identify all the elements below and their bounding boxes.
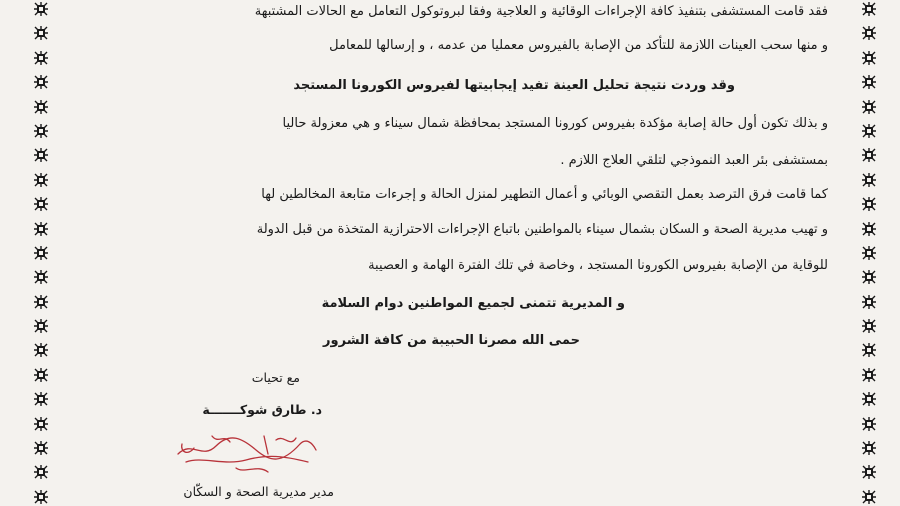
signature-strokes	[178, 436, 316, 472]
ornament-icon	[34, 246, 48, 260]
ornament-icon	[862, 148, 876, 162]
body-line-6: و تهيب مديرية الصحة و السكان بشمال سيناء بالمواطنين باتباع الإجراءات الاحترازية المتخذة من قبل الدولة	[256, 222, 828, 237]
ornament-icon	[34, 222, 48, 236]
ornament-icon	[34, 26, 48, 40]
ornament-icon	[862, 417, 876, 431]
closing-greeting: مع تحيات	[251, 370, 300, 385]
ornament-icon	[862, 75, 876, 89]
ornament-icon	[862, 368, 876, 382]
ornament-icon	[862, 441, 876, 455]
body-line-5: كما قامت فرق الترصد بعمل التقصي الوبائي و أعمال التطهير لمنزل الحالة و إجرءات متابعة المخالطين لها	[261, 187, 828, 202]
ornament-icon	[862, 270, 876, 284]
ornament-icon	[34, 490, 48, 504]
body-line-2: و منها سحب العينات اللازمة للتأكد من الإصابة بالفيروس معمليا من عدمه ، و إرسالها للمعامل	[329, 38, 828, 53]
ornament-icon	[862, 26, 876, 40]
ornament-icon	[862, 100, 876, 114]
handwritten-signature	[172, 430, 322, 476]
signatory-name: د. طارق شوكـــــــة	[202, 402, 322, 417]
ornament-icon	[862, 392, 876, 406]
result-headline: وقد وردت نتيجة تحليل العينة تفيد إيجابيتها لفيروس الكورونا المستجد	[293, 78, 735, 93]
signatory-title: مدير مديرية الصحة و السكّان	[183, 484, 334, 499]
body-line-4: بمستشفى بئر العبد النموذجي لتلقي العلاج اللازم .	[560, 153, 828, 168]
ornament-icon	[34, 2, 48, 16]
ornament-icon	[34, 51, 48, 65]
ornament-icon	[34, 417, 48, 431]
left-ornament-border	[30, 0, 52, 506]
ornament-icon	[862, 319, 876, 333]
ornament-icon	[34, 173, 48, 187]
ornament-icon	[862, 222, 876, 236]
ornament-icon	[34, 465, 48, 479]
ornament-icon	[862, 490, 876, 504]
ornament-icon	[862, 2, 876, 16]
body-line-1: فقد قامت المستشفى بتنفيذ كافة الإجراءات الوقائية و العلاجية وفقا لبروتوكول التعامل مع الحالات المشتبهة	[254, 4, 828, 19]
right-ornament-border	[858, 0, 880, 506]
ornament-icon	[862, 197, 876, 211]
ornament-icon	[34, 197, 48, 211]
blessing-line: حمى الله مصرنا الحبيبة من كافة الشرور	[323, 333, 580, 348]
ornament-icon	[34, 270, 48, 284]
ornament-icon	[34, 319, 48, 333]
ornament-icon	[34, 295, 48, 309]
ornament-icon	[862, 173, 876, 187]
ornament-icon	[34, 343, 48, 357]
ornament-icon	[34, 75, 48, 89]
ornament-icon	[862, 51, 876, 65]
ornament-icon	[34, 368, 48, 382]
ornament-icon	[862, 343, 876, 357]
ornament-icon	[862, 124, 876, 138]
body-line-7: للوقاية من الإصابة بفيروس الكورونا المستجد ، وخاصة في تلك الفترة الهامة و العصيبة	[368, 258, 828, 273]
ornament-icon	[34, 148, 48, 162]
ornament-icon	[862, 295, 876, 309]
ornament-icon	[34, 441, 48, 455]
ornament-icon	[34, 124, 48, 138]
ornament-icon	[34, 392, 48, 406]
body-line-3: و بذلك تكون أول حالة إصابة مؤكدة بفيروس كورونا المستجد بمحافظة شمال سيناء و هي معزولة حاليا	[282, 116, 828, 131]
ornament-icon	[862, 465, 876, 479]
wishes-line: و المديرية تتمنى لجميع المواطنين دوام السلامة	[321, 296, 625, 311]
ornament-icon	[34, 100, 48, 114]
ornament-icon	[862, 246, 876, 260]
